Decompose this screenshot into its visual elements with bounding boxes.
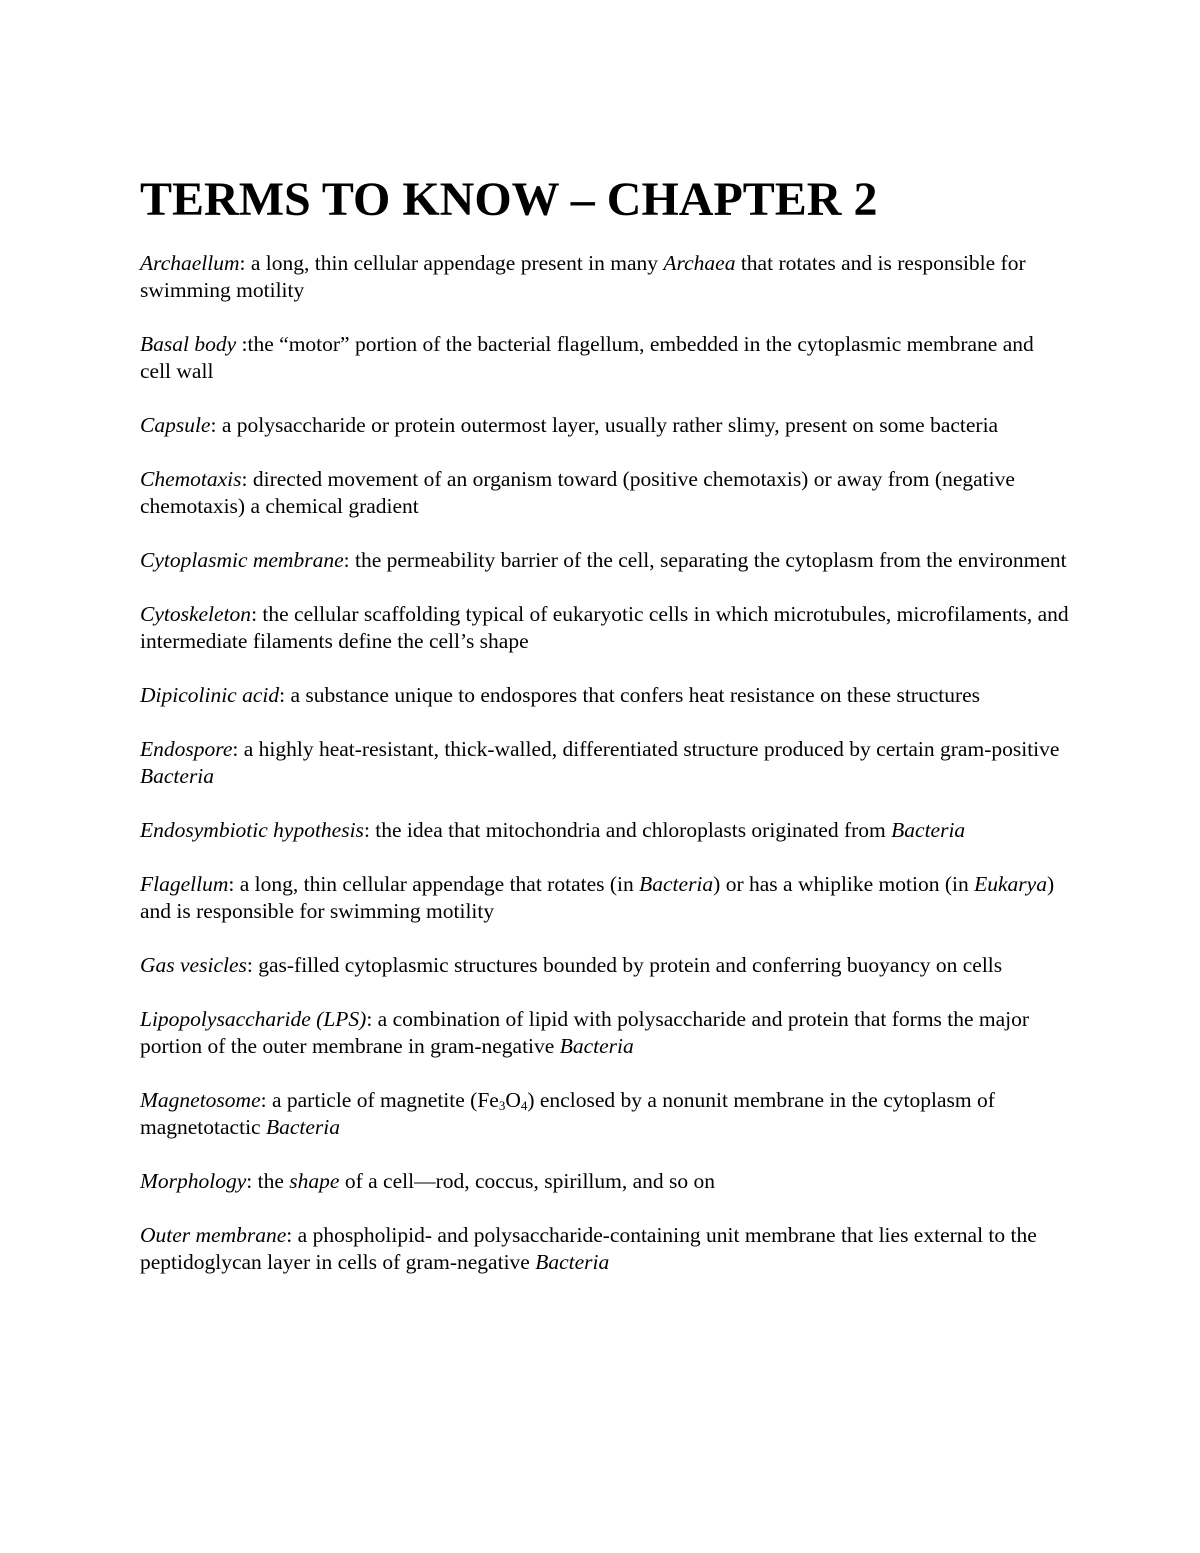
term-entry: [140, 871, 1070, 925]
term-name: Chemotaxis: [140, 467, 242, 491]
term-entry: [140, 331, 1070, 385]
definition-text: : a polysaccharide or protein outermost layer, usually rather slimy, present on some bacteria: [210, 413, 999, 437]
term-entry: [140, 1168, 1070, 1195]
term-name: Outer membrane: [140, 1223, 287, 1247]
definition-text: ) or has a whiplike motion (in: [713, 872, 975, 896]
term-entry: [140, 250, 1070, 304]
definition-text: of a cell—rod, coccus, spirillum, and so on: [339, 1169, 716, 1193]
definition-text: : the: [246, 1169, 290, 1193]
term-name: Cytoplasmic membrane: [140, 548, 344, 572]
term-entry: [140, 1006, 1070, 1060]
term-name: Archaellum: [140, 251, 240, 275]
term-entry: [140, 601, 1070, 655]
term-name: Endospore: [140, 737, 233, 761]
italic-text: Archaea: [663, 251, 736, 275]
italic-text: Bacteria: [559, 1034, 634, 1058]
term-name: Basal body: [140, 332, 237, 356]
term-entry: [140, 547, 1070, 574]
definition-text: : gas-filled cytoplasmic structures bounded by protein and conferring buoyancy on cells: [246, 953, 1003, 977]
italic-text: Bacteria: [265, 1115, 341, 1139]
term-name: Gas vesicles: [140, 953, 247, 977]
definition-text: : a long, thin cellular appendage present in many: [239, 251, 664, 275]
term-entry: [140, 817, 1070, 844]
italic-text: Bacteria: [639, 872, 714, 896]
definition-text: :the “motor” portion of the bacterial flagellum, embedded in the cytoplasmic membrane and cell wall: [140, 332, 1034, 383]
subscript: 3: [498, 1098, 506, 1113]
term-entry: [140, 682, 1070, 709]
definition-text: that rotates and is responsible for swimming motility: [140, 251, 1026, 302]
term-name: Endosymbiotic hypothesis: [140, 818, 364, 842]
subscript: 4: [520, 1098, 528, 1113]
italic-text: Bacteria: [140, 764, 215, 788]
definition-text: : a phospholipid- and polysaccharide-containing unit membrane that lies external to the peptidoglycan layer in cells of gram-negative: [140, 1223, 1037, 1274]
term-entry: [140, 412, 1070, 439]
definition-text: O: [505, 1088, 521, 1112]
page-title: TERMS TO KNOW – CHAPTER 2: [140, 173, 878, 226]
term-entry: [140, 466, 1070, 520]
italic-text: shape: [289, 1169, 340, 1193]
definition-text: : the cellular scaffolding typical of eukaryotic cells in which microtubules, microfilaments, and intermediate filaments define the cell’s shape: [140, 602, 1069, 653]
definition-text: : a highly heat-resistant, thick-walled, differentiated structure produced by certain gram-positive: [232, 737, 1060, 761]
term-entry: [140, 736, 1070, 790]
definition-text: : a particle of magnetite (Fe: [260, 1088, 499, 1112]
term-name: Flagellum: [140, 872, 229, 896]
term-name: Cytoskeleton: [140, 602, 252, 626]
definition-text: ) enclosed by a nonunit membrane in the cytoplasm of magnetotactic: [140, 1088, 995, 1139]
definition-text: : a long, thin cellular appendage that rotates (in: [228, 872, 640, 896]
term-name: Dipicolinic acid: [140, 683, 280, 707]
term-name: Morphology: [140, 1169, 247, 1193]
term-name: Lipopolysaccharide (LPS): [140, 1007, 367, 1031]
definition-text: ) and is responsible for swimming motility: [140, 872, 1055, 923]
document-page: [140, 170, 1070, 1303]
italic-text: Bacteria: [535, 1250, 610, 1274]
term-entry: [140, 1222, 1070, 1276]
terms-list: [140, 250, 1070, 1276]
definition-text: : a substance unique to endospores that confers heat resistance on these structures: [279, 683, 981, 707]
definition-text: : the idea that mitochondria and chloroplasts originated from: [363, 818, 892, 842]
italic-text: Bacteria: [891, 818, 966, 842]
term-name: Magnetosome: [140, 1088, 261, 1112]
term-name: Capsule: [140, 413, 211, 437]
definition-text: : directed movement of an organism toward (positive chemotaxis) or away from (negative chemotaxis) a chemical gradient: [140, 467, 1015, 518]
definition-text: : a combination of lipid with polysaccharide and protein that forms the major portion of the outer membrane in gram-negative: [140, 1007, 1030, 1058]
italic-text: Eukarya: [974, 872, 1047, 896]
definition-text: : the permeability barrier of the cell, separating the cytoplasm from the environment: [343, 548, 1067, 572]
term-entry: [140, 1087, 1070, 1141]
term-entry: [140, 952, 1070, 979]
